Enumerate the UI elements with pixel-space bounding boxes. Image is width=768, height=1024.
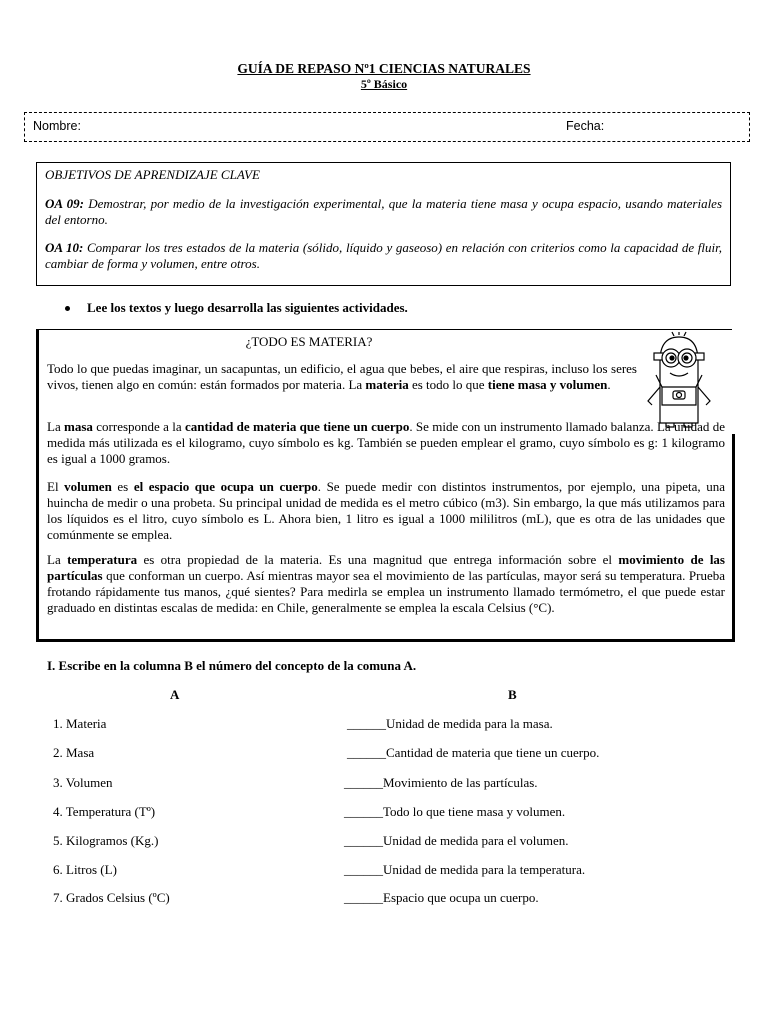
column-a-header: A — [170, 687, 180, 702]
column-b-text: Movimiento de las partículas. — [383, 775, 538, 790]
column-a-item: 7. Grados Celsius (ºC) — [53, 890, 170, 905]
column-a-item: 3. Volumen — [53, 775, 113, 790]
answer-blank[interactable]: ______ — [344, 804, 383, 819]
column-b-item[interactable] — [344, 833, 569, 849]
page-title: GUÍA DE REPASO Nº1 CIENCIAS NATURALES — [237, 61, 531, 76]
objective-code: OA 09: — [45, 196, 84, 211]
column-b-item[interactable] — [344, 862, 585, 878]
answer-blank[interactable]: ______ — [344, 833, 383, 848]
column-b-item[interactable] — [347, 745, 599, 761]
column-b-text: Unidad de medida para el volumen. — [383, 833, 569, 848]
column-b-item[interactable] — [344, 804, 565, 820]
minion-illustration — [640, 331, 718, 429]
reading-paragraph-temperatura: La temperatura es otra propiedad de la materia. Es una magnitud que entrega información sobre el movimiento de las partículas que conforman un cuerpo. Así mientras mayor sea el movimiento de las partículas, mayor será su temperatura. Prueba frotando rápidamente tus manos, ¿qué sientes? Para medirla se emplea un instrumento llamado termómetro, el que puede estar graduado en distintas escalas de medida: en Chile, generalmente se emplea la escala Celsius (°C). — [47, 552, 725, 615]
answer-blank[interactable]: ______ — [344, 775, 383, 790]
reading-title: ¿TODO ES MATERIA? — [245, 334, 373, 349]
answer-blank[interactable]: ______ — [347, 745, 386, 760]
instruction-bullet — [65, 300, 408, 316]
objective-oa10 — [45, 240, 722, 272]
reading-paragraph-materia: Todo lo que puedas imaginar, un sacapuntas, un edificio, el agua que bebes, el aire que respiras, incluso los seres vivos, tienen algo en común: están formados por materia. La materia es todo lo que tiene masa y volumen. — [47, 361, 637, 392]
objectives-heading: OBJETIVOS DE APRENDIZAJE CLAVE — [45, 167, 260, 182]
exercise-title: I. Escribe en la columna B el número del concepto de la comuna A. — [47, 658, 417, 673]
bullet-icon — [65, 306, 70, 311]
reading-box — [36, 329, 732, 642]
column-a-item: 5. Kilogramos (Kg.) — [53, 833, 159, 848]
answer-blank[interactable]: ______ — [344, 862, 383, 877]
answer-blank[interactable]: ______ — [347, 716, 386, 731]
objectives-box — [36, 162, 731, 286]
answer-blank[interactable]: ______ — [344, 890, 383, 905]
reading-paragraph-masa: La masa corresponde a la cantidad de materia que tiene un cuerpo. Se mide con un instrumento llamado balanza. La unidad de medida más utilizada es el kilogramo, cuyo símbolo es kg. También se pueden emplear el gramo, cuyo símbolo es g: 1 kilogramo es igual a 1000 gramos. — [47, 419, 725, 466]
column-b-text: Cantidad de materia que tiene un cuerpo. — [386, 745, 600, 760]
name-label: Nombre: — [33, 119, 81, 133]
column-b-item[interactable] — [347, 716, 553, 732]
column-b-text: Todo lo que tiene masa y volumen. — [383, 804, 566, 819]
name-date-box — [24, 112, 750, 142]
column-b-text: Espacio que ocupa un cuerpo. — [383, 890, 539, 905]
column-b-item[interactable] — [344, 890, 539, 906]
column-a-item: 2. Masa — [53, 745, 95, 760]
objective-code: OA 10: — [45, 240, 84, 255]
objective-text: Demostrar, por medio de la investigación experimental, que la materia tiene masa y ocupa espacio, usando materiales del entorno. — [45, 196, 723, 227]
instruction-text: Lee los textos y luego desarrolla las siguientes actividades. — [87, 300, 408, 315]
column-a-item: 1. Materia — [53, 716, 107, 731]
column-a-item: 4. Temperatura (Tº) — [53, 804, 156, 819]
column-b-item[interactable] — [344, 775, 538, 791]
page-subtitle: 5º Básico — [360, 77, 408, 91]
objective-text: Comparar los tres estados de la materia (sólido, líquido y gaseoso) en relación con criterios como la capacidad de fluir, cambiar de forma y volumen, entre otros. — [45, 240, 722, 271]
objective-oa09 — [45, 196, 722, 228]
column-b-header: B — [508, 687, 517, 702]
column-b-text: Unidad de medida para la masa. — [386, 716, 553, 731]
reading-box-border — [732, 434, 735, 642]
column-b-text: Unidad de medida para la temperatura. — [383, 862, 586, 877]
reading-paragraph-volumen: El volumen es el espacio que ocupa un cuerpo. Se puede medir con distintos instrumentos, por ejemplo, una pipeta, una huincha de medir o una probeta. Su principal unidad de medida es el metro cúbico (m3). Sin embargo, la que más utilizamos para los líquidos es el litro, cuyo símbolo es L. Ahora bien, 1 litro es igual a 1000 mililitros (mL), que es otra de las unidades que comúnmente se emplea. — [47, 479, 725, 542]
column-a-item: 6. Litros (L) — [53, 862, 117, 877]
date-label: Fecha: — [566, 119, 605, 133]
